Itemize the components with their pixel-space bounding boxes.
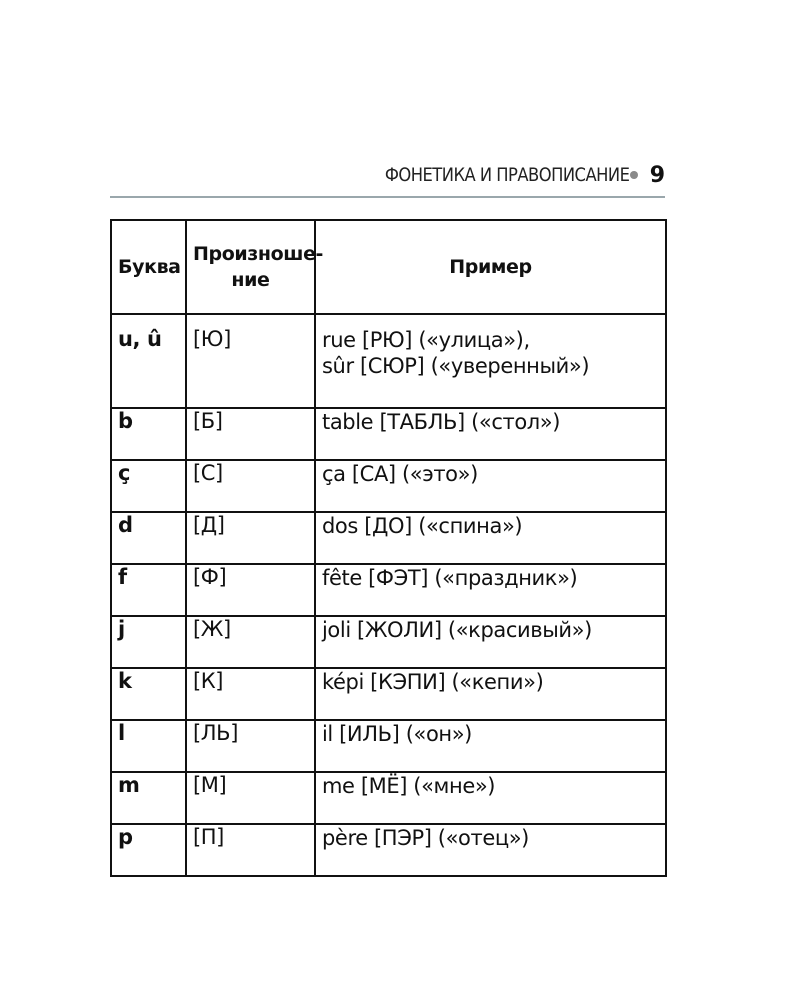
pronunciation-cell: [С] — [186, 460, 315, 512]
table-header-row — [111, 220, 666, 314]
example-line: il [ИЛЬ] («он») — [322, 722, 472, 746]
column-header-pronunciation-line2: ние — [231, 269, 270, 291]
pronunciation-cell: [Б] — [186, 408, 315, 460]
example-line: dos [ДО] («спина») — [322, 514, 523, 538]
pronunciation-cell: [Д] — [186, 512, 315, 564]
pronunciation-cell: [Ж] — [186, 616, 315, 668]
letter-cell: l — [111, 720, 186, 772]
pronunciation-cell: [М] — [186, 772, 315, 824]
table-row — [111, 772, 666, 824]
table-row — [111, 460, 666, 512]
example-line: ça [СА] («это») — [322, 462, 478, 486]
example-line: me [МЁ] («мне») — [322, 774, 496, 798]
table-row — [111, 668, 666, 720]
table-row — [111, 408, 666, 460]
letter-cell: j — [111, 616, 186, 668]
example-cell — [315, 460, 666, 512]
example-cell — [315, 824, 666, 876]
table-row — [111, 314, 666, 408]
column-header-pronunciation — [186, 220, 324, 314]
example-line: fête [ФЭТ] («праздник») — [322, 566, 578, 590]
pronunciation-cell: [Ю] — [186, 314, 315, 408]
letter-cell: d — [111, 512, 186, 564]
letter-cell: f — [111, 564, 186, 616]
column-header-example: Пример — [315, 220, 666, 314]
letter-cell: k — [111, 668, 186, 720]
example-cell — [315, 772, 666, 824]
phonetics-table — [110, 219, 667, 877]
example-cell — [315, 616, 666, 668]
example-cell — [315, 720, 666, 772]
letter-cell: ç — [111, 460, 186, 512]
table-row — [111, 720, 666, 772]
letter-cell: b — [111, 408, 186, 460]
pronunciation-cell: [П] — [186, 824, 315, 876]
table-body — [111, 314, 666, 876]
example-line: père [ПЭР] («отец») — [322, 826, 529, 850]
table-row — [111, 824, 666, 876]
page-number: 9 — [649, 162, 665, 188]
example-cell — [315, 668, 666, 720]
example-line: rue [РЮ] («улица»), — [322, 328, 530, 352]
letter-cell: u, û — [111, 314, 186, 408]
letter-cell: m — [111, 772, 186, 824]
example-line: table [ТАБЛЬ] («стол») — [322, 410, 561, 434]
example-line: sûr [СЮР] («уверенный») — [322, 354, 590, 378]
table-row — [111, 512, 666, 564]
pronunciation-cell: [ЛЬ] — [186, 720, 315, 772]
column-header-pronunciation-line1: Произноше- — [193, 243, 324, 265]
header-rule — [110, 196, 665, 198]
example-line: joli [ЖОЛИ] («красивый») — [322, 618, 592, 642]
example-cell — [315, 408, 666, 460]
table-row — [111, 616, 666, 668]
letter-cell: p — [111, 824, 186, 876]
example-cell — [315, 564, 666, 616]
example-line: képi [КЭПИ] («кепи») — [322, 670, 544, 694]
table-row — [111, 564, 666, 616]
example-cell — [315, 512, 666, 564]
pronunciation-cell: [К] — [186, 668, 315, 720]
example-cell — [315, 314, 666, 408]
pronunciation-cell: [Ф] — [186, 564, 315, 616]
section-title: ФОНЕТИКА И ПРАВОПИСАНИЕ — [385, 164, 630, 186]
running-head — [110, 155, 665, 195]
header-bullet — [630, 171, 638, 179]
column-header-letter: Буква — [111, 220, 186, 314]
